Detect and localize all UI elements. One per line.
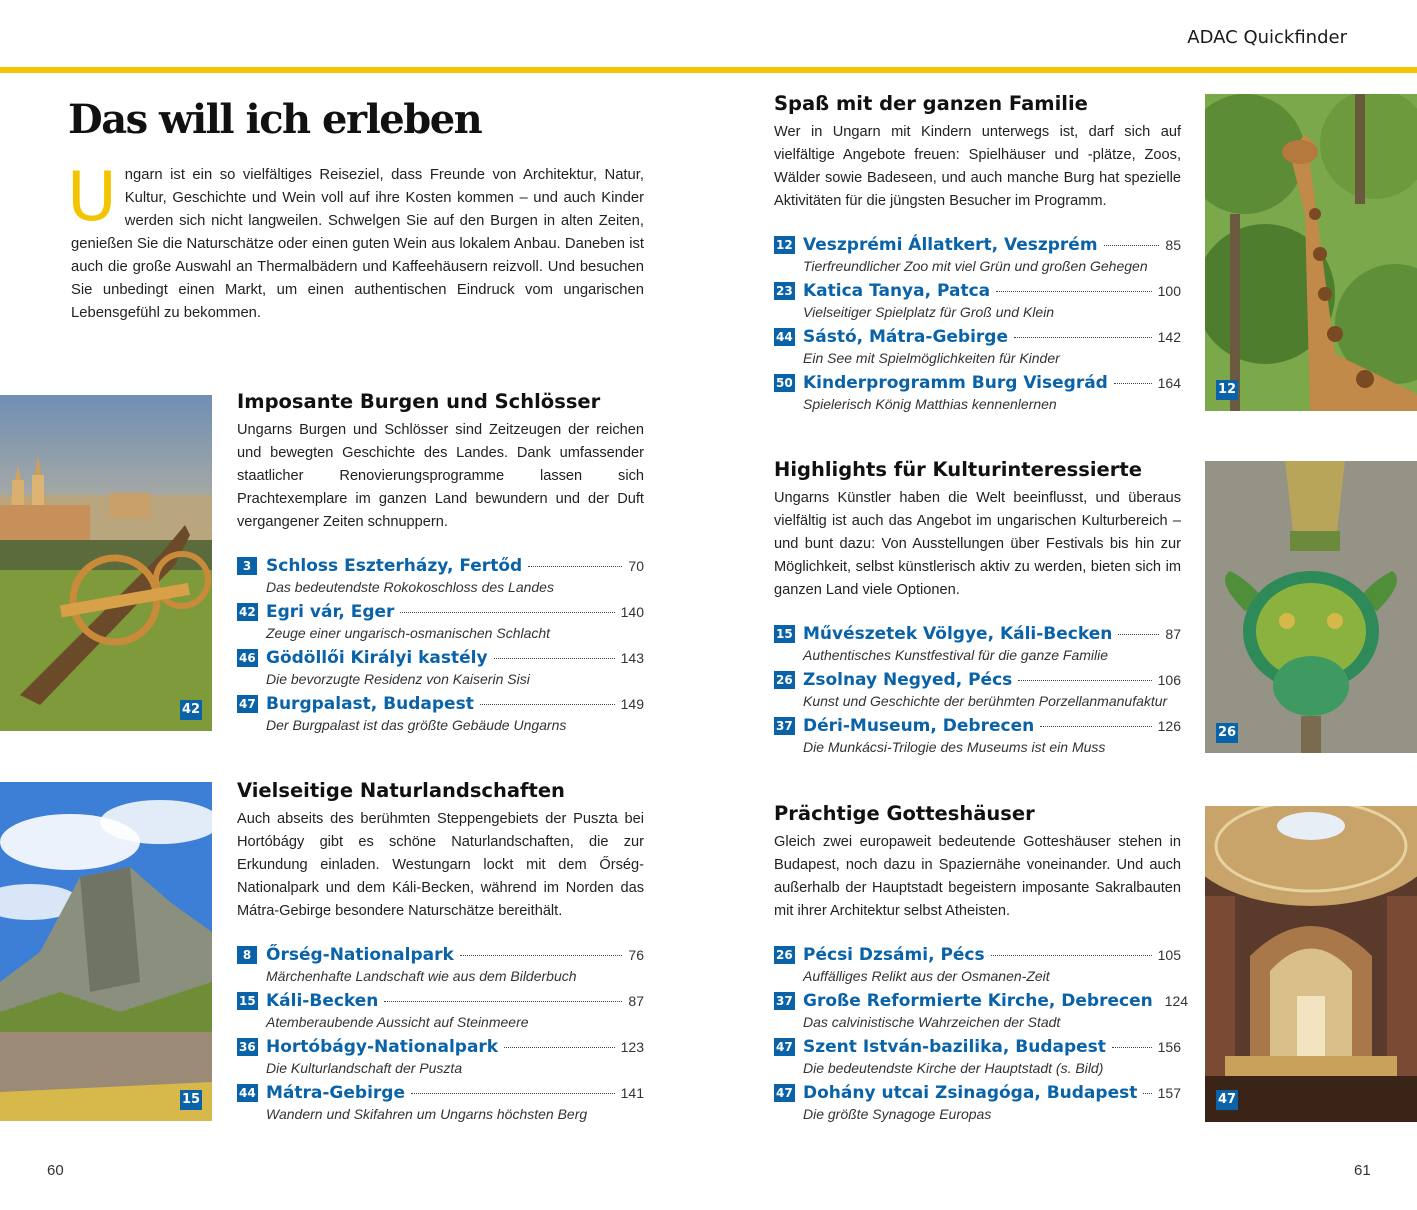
entry-item[interactable] xyxy=(237,693,644,739)
section-title: Prächtige Gotteshäuser xyxy=(774,802,1035,825)
entry-item[interactable] xyxy=(774,1082,1181,1128)
basilica-photo xyxy=(1205,806,1417,1122)
entry-number-badge: 15 xyxy=(776,627,793,641)
leader-dots xyxy=(1143,1093,1151,1094)
entry-page: 164 xyxy=(1157,375,1181,391)
section-castles xyxy=(237,389,644,739)
leader-dots xyxy=(494,658,615,659)
entry-page: 140 xyxy=(620,604,644,620)
section-body: Ungarns Künstler haben die Welt beeinflusst, und überaus vielfältig ist auch das Angebot im ungarischen Kulturbereich – und bunt dazu: Von Ausstellungen über Festivals bis hin zur Möglichkeit, selbst künstlerisch aktiv zu werden, bieten sich im ganzen Land viele Optionen. xyxy=(774,490,1181,598)
entry-description: Vielseitiger Spielplatz für Groß und Klein xyxy=(803,304,1055,320)
header-rule xyxy=(0,67,1417,73)
leader-dots xyxy=(1018,680,1151,681)
entry-name[interactable]: Zsolnay Negyed, Pécs xyxy=(803,670,1013,690)
entry-item[interactable] xyxy=(774,669,1181,715)
page-number-right: 61 xyxy=(1354,1162,1371,1179)
entry-description: Die bevorzugte Residenz von Kaiserin Sisi xyxy=(266,671,530,687)
entry-name[interactable]: Burgpalast, Budapest xyxy=(266,694,474,714)
entry-description: Das bedeutendste Rokokoschloss des Landes xyxy=(266,579,554,595)
section-churches xyxy=(774,801,1189,1128)
entry-name[interactable]: Egri vár, Eger xyxy=(266,602,395,622)
entry-item[interactable] xyxy=(774,280,1181,326)
page-number-left: 60 xyxy=(47,1162,64,1179)
entry-name[interactable]: Dohány utcai Zsinagóga, Budapest xyxy=(803,1083,1138,1103)
entry-name[interactable]: Szent István-bazilika, Budapest xyxy=(803,1037,1106,1057)
leader-dots xyxy=(1118,634,1159,635)
entry-number-badge: 8 xyxy=(237,946,257,964)
intro-paragraph xyxy=(67,158,644,325)
entry-description: Auffälliges Relikt aus der Osmanen-Zeit xyxy=(803,968,1050,984)
section-title: Spaß mit der ganzen Familie xyxy=(774,92,1088,115)
entry-description: Wandern und Skifahren um Ungarns höchsten Berg xyxy=(266,1106,588,1122)
entry-description: Authentisches Kunstfestival für die ganze Familie xyxy=(803,647,1109,663)
entry-description: Atemberaubende Aussicht auf Steinmeere xyxy=(266,1014,529,1030)
entry-number-badge: 47 xyxy=(776,1040,793,1054)
entry-number-badge: 46 xyxy=(239,651,256,665)
entry-number-badge: 26 xyxy=(776,673,793,687)
leader-dots xyxy=(991,955,1152,956)
entry-page: 126 xyxy=(1157,718,1181,734)
leader-dots xyxy=(411,1093,615,1094)
section-title: Highlights für Kulturinteressierte xyxy=(774,458,1142,481)
entry-item[interactable] xyxy=(237,1082,644,1128)
leader-dots xyxy=(384,1001,622,1002)
entry-number-badge: 37 xyxy=(776,994,793,1008)
photo-badge: 47 xyxy=(1216,1090,1238,1110)
entry-name[interactable]: Gödöllői Királyi kastély xyxy=(266,648,488,668)
entry-description: Der Burgpalast ist das größte Gebäude Ungarns xyxy=(266,717,567,733)
entry-number-badge: 37 xyxy=(776,719,793,733)
entry-item[interactable] xyxy=(237,1036,644,1082)
entry-description: Die Munkácsi-Trilogie des Museums ist ein Muss xyxy=(803,739,1106,755)
leader-dots xyxy=(1112,1047,1152,1048)
entry-list xyxy=(237,555,644,739)
entry-item[interactable] xyxy=(774,990,1189,1036)
entry-name[interactable]: Kinderprogramm Burg Visegrád xyxy=(803,373,1108,393)
entry-number-badge: 42 xyxy=(239,605,256,619)
section-family xyxy=(774,91,1181,418)
entry-number-badge: 23 xyxy=(776,284,793,298)
entry-page: 100 xyxy=(1157,283,1181,299)
entry-number-badge: 44 xyxy=(776,330,793,344)
entry-number-badge: 3 xyxy=(237,557,257,575)
section-body: Auch abseits des berühmten Steppengebiets der Puszta bei Hortóbágy gibt es schöne Naturlandschaften, die zur Erkundung einladen. Westungarn lockt mit dem Őrség-Nationalpark und dem Káli-Becken, während im Norden das Mátra-Gebirge besondere Naturschätze bereithält. xyxy=(237,811,644,919)
castle-photo xyxy=(0,395,212,731)
entry-name[interactable]: Katica Tanya, Patca xyxy=(803,281,991,301)
entry-name[interactable]: Große Reformierte Kirche, Debrecen xyxy=(803,991,1153,1011)
section-title: Imposante Burgen und Schlösser xyxy=(237,390,601,413)
leader-dots xyxy=(460,955,623,956)
leader-dots xyxy=(1014,337,1152,338)
entry-item[interactable] xyxy=(237,601,644,647)
entry-description: Das calvinistische Wahrzeichen der Stadt xyxy=(803,1014,1061,1030)
entry-item[interactable] xyxy=(774,944,1181,990)
entry-number-badge: 36 xyxy=(239,1040,256,1054)
entry-description: Märchenhafte Landschaft wie aus dem Bilderbuch xyxy=(266,968,577,984)
entry-number-badge: 15 xyxy=(239,994,256,1008)
entry-description: Zeuge einer ungarisch-osmanischen Schlacht xyxy=(266,625,551,641)
entry-number-badge: 50 xyxy=(776,376,793,390)
entry-description: Ein See mit Spielmöglichkeiten für Kinder xyxy=(803,350,1060,366)
entry-item[interactable] xyxy=(237,647,644,693)
entry-list xyxy=(774,234,1181,418)
entry-page: 124 xyxy=(1164,993,1189,1009)
entry-page: 105 xyxy=(1157,947,1181,963)
entry-page: 143 xyxy=(620,650,644,666)
entry-item[interactable] xyxy=(237,990,644,1036)
nature-photo xyxy=(0,782,212,1121)
entry-item[interactable] xyxy=(774,372,1181,418)
entry-name[interactable]: Káli-Becken xyxy=(266,991,379,1011)
dropcap: U xyxy=(67,158,117,237)
entry-name[interactable]: Pécsi Dzsámi, Pécs xyxy=(803,945,985,965)
entry-page: 142 xyxy=(1157,329,1181,345)
entry-description: Die bedeutendste Kirche der Hauptstadt (s. Bild) xyxy=(803,1060,1104,1076)
entry-page: 149 xyxy=(620,696,644,712)
entry-page: 123 xyxy=(620,1039,644,1055)
entry-name[interactable]: Hortóbágy-Nationalpark xyxy=(266,1037,499,1057)
entry-page: 76 xyxy=(628,947,644,963)
photo-badge: 42 xyxy=(180,700,202,720)
entry-description: Spielerisch König Matthias kennenlernen xyxy=(803,396,1057,412)
leader-dots xyxy=(528,566,622,567)
entry-page: 70 xyxy=(628,558,644,574)
leader-dots xyxy=(400,612,614,613)
entry-page: 106 xyxy=(1157,672,1181,688)
entry-item[interactable] xyxy=(774,234,1181,280)
entry-name[interactable]: Veszprémi Állatkert, Veszprém xyxy=(803,235,1098,255)
entry-page: 156 xyxy=(1157,1039,1181,1055)
intro-text: ngarn ist ein so vielfältiges Reiseziel, dass Freunde von Architektur, Natur, Kultur, Geschichte und Wein voll auf ihre Kosten kommen – und auch Kinder werden sich nicht langweilen. Schwelgen Sie auf den Burgen in alten Zeiten, genießen Sie die Naturschätze oder einen guten Wein aus lokalem Anbau. Daneben ist auch die große Auswahl an Thermalbädern und Kaffeehäusern reizvoll. Und besuchen Sie unbedingt einen Markt, um einen authentischen Eindruck vom ungarischen Lebensgefühl zu bekommen. xyxy=(71,167,644,321)
entry-page: 87 xyxy=(628,993,644,1009)
section-body: Wer in Ungarn mit Kindern unterwegs ist, darf sich auf vielfältige Angebote freuen: Spielhäuser und -plätze, Zoos, Wälder sowie Badeseen, und auch manche Burg hat spezielle Aktivitäten für die jüngsten Besucher im Programm. xyxy=(774,124,1181,209)
entry-item[interactable] xyxy=(774,326,1181,372)
entry-number-badge: 26 xyxy=(776,948,793,962)
entry-name[interactable]: Déri-Museum, Debrecen xyxy=(803,716,1035,736)
entry-description: Tierfreundlicher Zoo mit viel Grün und großen Gehegen xyxy=(803,258,1148,274)
entry-name[interactable]: Művészetek Völgye, Káli-Becken xyxy=(803,624,1113,644)
entry-item[interactable] xyxy=(774,715,1181,761)
entry-number-badge: 12 xyxy=(776,238,793,252)
entry-list xyxy=(237,944,644,1128)
giraffe-photo xyxy=(1205,94,1417,411)
photo-badge: 12 xyxy=(1216,380,1238,400)
entry-description: Die größte Synagoge Europas xyxy=(803,1106,992,1122)
entry-description: Die Kulturlandschaft der Puszta xyxy=(266,1060,463,1076)
leader-dots xyxy=(1104,245,1160,246)
page-title: Das will ich erleben xyxy=(68,96,482,143)
entry-name[interactable]: Őrség-Nationalpark xyxy=(266,945,454,965)
section-body: Gleich zwei europaweit bedeutende Gotteshäuser stehen in Budapest, noch dazu in Spaziernähe voneinander. Und auch außerhalb der Hauptstadt begeistern imposante Sakralbauten mit ihrer Architektur selbst Atheisten. xyxy=(774,834,1181,919)
leader-dots xyxy=(504,1047,615,1048)
entry-name[interactable]: Schloss Eszterházy, Fertőd xyxy=(266,556,523,576)
entry-number-badge: 47 xyxy=(776,1086,793,1100)
entry-name[interactable]: Sástó, Mátra-Gebirge xyxy=(803,327,1009,347)
entry-item[interactable] xyxy=(774,1036,1181,1082)
entry-page: 87 xyxy=(1165,626,1181,642)
leader-dots xyxy=(480,704,615,705)
section-nature xyxy=(237,778,644,1128)
entry-item[interactable] xyxy=(237,555,644,601)
photo-badge: 15 xyxy=(180,1090,202,1110)
leader-dots xyxy=(1040,726,1151,727)
entry-page: 141 xyxy=(620,1085,644,1101)
header-brand: ADAC Quickfinder xyxy=(1187,27,1347,48)
section-body: Ungarns Burgen und Schlösser sind Zeitzeugen der reichen und bewegten Geschichte des Landes. Dank umfassender staatlicher Renovierungsprogramme lassen sich Prachtexemplare im ganzen Land bewundern und der Duft vergangener Zeiten schnuppern. xyxy=(237,422,644,530)
section-title: Vielseitige Naturlandschaften xyxy=(237,779,565,802)
entry-number-badge: 44 xyxy=(239,1086,256,1100)
entry-description: Kunst und Geschichte der berühmten Porzellanmanufaktur xyxy=(803,693,1168,709)
leader-dots xyxy=(996,291,1152,292)
photo-badge: 26 xyxy=(1216,723,1238,743)
leader-dots xyxy=(1114,383,1152,384)
entry-list xyxy=(774,623,1181,761)
entry-item[interactable] xyxy=(237,944,644,990)
entry-item[interactable] xyxy=(774,623,1181,669)
entry-list xyxy=(774,944,1189,1128)
zsolnay-sculpture-photo xyxy=(1205,461,1417,753)
entry-name[interactable]: Mátra-Gebirge xyxy=(266,1083,405,1103)
entry-page: 85 xyxy=(1165,237,1181,253)
entry-page: 157 xyxy=(1157,1085,1181,1101)
entry-number-badge: 47 xyxy=(239,697,256,711)
section-culture xyxy=(774,457,1181,761)
